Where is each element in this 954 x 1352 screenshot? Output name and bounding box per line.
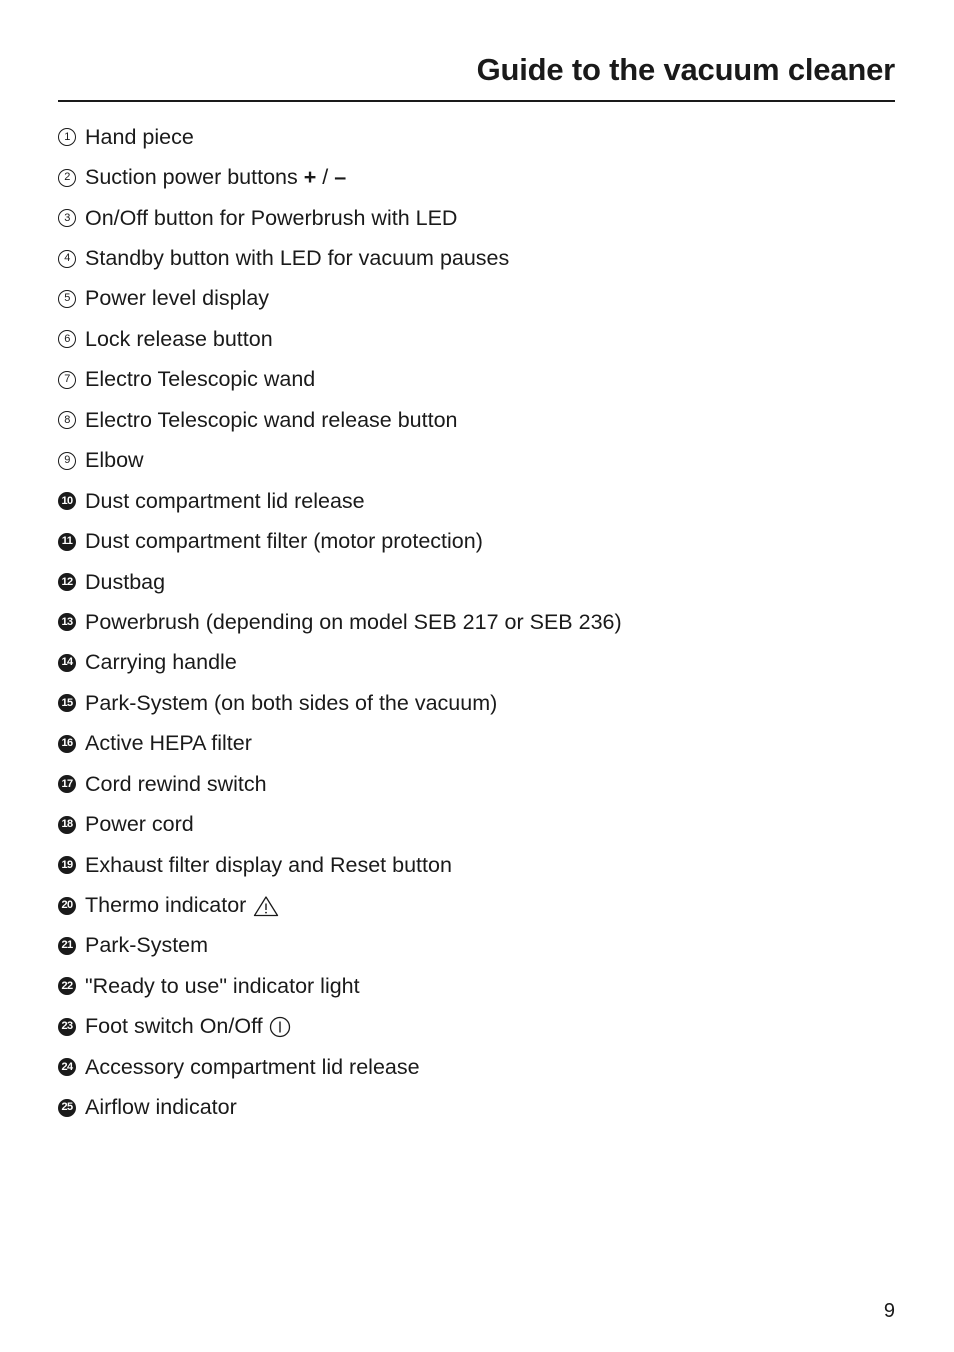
item-label: Elbow — [85, 448, 144, 473]
list-item — [58, 360, 895, 400]
item-number: 18 — [58, 816, 76, 834]
item-number: 9 — [58, 452, 76, 470]
list-item — [58, 764, 895, 804]
item-label: Airflow indicator — [85, 1095, 237, 1120]
item-number: 15 — [58, 694, 76, 712]
item-number: 3 — [58, 209, 76, 227]
item-number: 12 — [58, 573, 76, 591]
item-label: Exhaust filter display and Reset button — [85, 852, 452, 877]
item-label: Lock release button — [85, 326, 273, 351]
item-number: 2 — [58, 169, 76, 187]
item-label: Hand piece — [85, 124, 194, 149]
item-label: Electro Telescopic wand — [85, 367, 316, 392]
item-number: 11 — [58, 533, 76, 551]
item-number: 17 — [58, 775, 76, 793]
item-label: "Ready to use" indicator light — [85, 973, 360, 998]
list-item — [58, 804, 895, 844]
list-item — [58, 157, 895, 197]
item-label: Standby button with LED for vacuum pauses — [85, 246, 510, 271]
item-label: Dust compartment lid release — [85, 488, 365, 513]
item-label: Dust compartment filter (motor protection) — [85, 529, 483, 554]
item-label: Electro Telescopic wand release button — [85, 407, 458, 432]
item-number: 21 — [58, 937, 76, 955]
list-item — [58, 724, 895, 764]
item-number: 1 — [58, 128, 76, 146]
item-number: 13 — [58, 613, 76, 631]
page-number: 9 — [883, 1300, 895, 1322]
list-item — [58, 400, 895, 440]
item-label: Carrying handle — [85, 650, 237, 675]
item-label: Active HEPA filter — [85, 731, 252, 756]
item-label: Accessory compartment lid release — [85, 1054, 420, 1079]
item-number: 22 — [58, 977, 76, 995]
list-item — [58, 845, 895, 885]
list-item — [58, 562, 895, 602]
list-item — [58, 1088, 895, 1128]
power-circle-icon — [269, 1016, 291, 1038]
item-label: Dustbag — [85, 569, 166, 594]
list-item — [58, 683, 895, 723]
list-item — [58, 643, 895, 683]
item-label: On/Off button for Powerbrush with LED — [85, 205, 458, 230]
item-label: Suction power buttons — [85, 165, 298, 190]
component-list — [58, 117, 895, 1128]
item-number: 25 — [58, 1099, 76, 1117]
list-item — [58, 966, 895, 1006]
item-number: 4 — [58, 250, 76, 268]
item-number: 10 — [58, 492, 76, 510]
item-number: 7 — [58, 371, 76, 389]
item-label: Power level display — [85, 286, 270, 311]
page-title: Guide to the vacuum cleaner — [476, 52, 895, 87]
item-number: 5 — [58, 290, 76, 308]
item-label: Foot switch On/Off — [85, 1014, 263, 1039]
plus-symbol: + — [303, 165, 317, 190]
item-number: 20 — [58, 897, 76, 915]
item-number: 8 — [58, 411, 76, 429]
list-item — [58, 238, 895, 278]
item-number: 14 — [58, 654, 76, 672]
item-number: 23 — [58, 1018, 76, 1036]
list-item — [58, 441, 895, 481]
list-item — [58, 1007, 895, 1047]
item-label: Thermo indicator — [85, 893, 247, 918]
item-number: 19 — [58, 856, 76, 874]
item-label: Powerbrush (depending on model SEB 217 or SEB 236) — [85, 609, 622, 634]
list-item — [58, 602, 895, 642]
list-item — [58, 481, 895, 521]
item-label: Power cord — [85, 812, 194, 837]
list-item — [58, 319, 895, 359]
item-number: 24 — [58, 1058, 76, 1076]
separator: / — [316, 165, 335, 190]
list-item — [58, 885, 895, 925]
list-item — [58, 198, 895, 238]
minus-symbol: – — [334, 165, 347, 190]
item-label: Park-System (on both sides of the vacuum) — [85, 690, 498, 715]
item-number: 6 — [58, 330, 76, 348]
item-label: Park-System — [85, 933, 209, 958]
item-number: 16 — [58, 735, 76, 753]
list-item — [58, 926, 895, 966]
item-label: Cord rewind switch — [85, 771, 267, 796]
list-item — [58, 1047, 895, 1087]
list-item — [58, 279, 895, 319]
page-header — [58, 48, 895, 102]
warning-triangle-icon — [253, 895, 279, 917]
list-item — [58, 117, 895, 157]
list-item — [58, 521, 895, 561]
